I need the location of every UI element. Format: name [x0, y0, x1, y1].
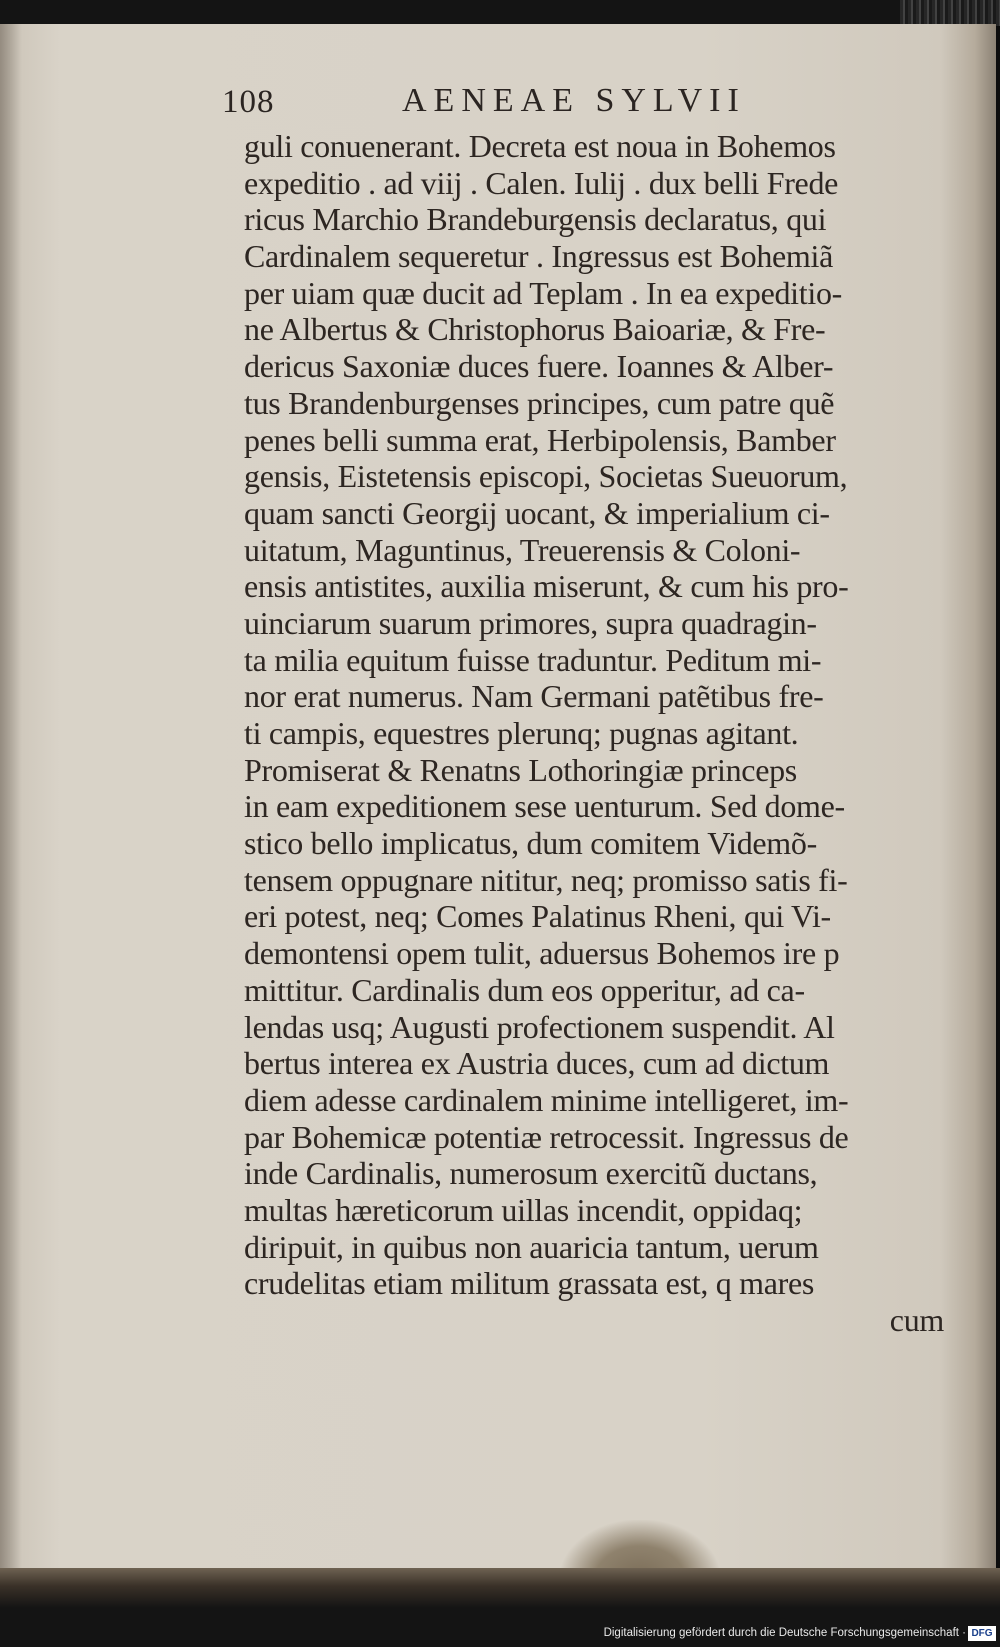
body-text: [244, 128, 944, 1339]
text-line: crudelitas etiam militum grassata est, q mares: [244, 1265, 815, 1302]
text-line: guli conuenerant. Decreta est noua in Bohemos: [244, 128, 836, 164]
text-line: eri potest, neq; Comes Palatinus Rheni, qui Vi-: [244, 898, 831, 935]
digitization-credit: Digitalisierung gefördert durch die Deutsche Forschungsgemeinschaft ·: [603, 1627, 966, 1639]
text-line: demontensi opem tulit, aduersus Bohemos ire p: [244, 935, 840, 972]
text-line: bertus interea ex Austria duces, cum ad dictum: [244, 1045, 830, 1082]
text-line: inde Cardinalis, numerosum exercitũ ductans,: [244, 1155, 818, 1192]
text-line: stico bello implicatus, dum comitem Videmõ-: [244, 825, 817, 862]
text-line: nor erat numerus. Nam Germani patẽtibus fre-: [244, 678, 824, 715]
running-head: [222, 82, 942, 130]
text-line: ensis antistites, auxilia miserunt, & cum his pro-: [244, 568, 849, 605]
text-line: diem adesse cardinalem minime intelligeret, im-: [244, 1081, 849, 1118]
text-line: expeditio . ad viij . Calen. Iulij . dux belli Frede: [244, 164, 839, 201]
text-line: quam sancti Georgij uocant, & imperialium ci-: [244, 494, 830, 531]
dfg-logo: DFG: [968, 1626, 996, 1641]
text-line: gensis, Eistetensis episcopi, Societas Sueuorum,: [244, 458, 848, 495]
text-line: mittitur. Cardinalis dum eos opperitur, ad ca-: [244, 971, 805, 1008]
text-line: per uiam quæ ducit ad Teplam . In ea expeditio-: [244, 274, 842, 311]
book-edge-ornament: [900, 0, 1000, 26]
gutter-shadow: [0, 24, 22, 1594]
text-line: diripuit, in quibus non auaricia tantum, uerum: [244, 1228, 819, 1265]
text-line: ta milia equitum fuisse traduntur. Peditum mi-: [244, 641, 822, 678]
text-line: ne Albertus & Christophorus Baioariæ, & Fre-: [244, 311, 826, 348]
text-line: penes belli summa erat, Herbipolensis, Bamber: [244, 421, 836, 458]
text-line: ti campis, equestres plerunq; pugnas agitant.: [244, 715, 799, 751]
text-line: lendas usq; Augusti profectionem suspendit. Al: [244, 1008, 835, 1045]
text-line: Promiserat & Renatns Lothoringiæ princeps: [244, 751, 797, 788]
text-line: in eam expeditionem sese uenturum. Sed dome-: [244, 788, 845, 825]
text-line: uitatum, Maguntinus, Treuerensis & Coloni-: [244, 531, 801, 568]
page-number: 108: [222, 84, 275, 120]
text-line: tensem oppugnare nititur, neq; promisso satis fi-: [244, 861, 848, 898]
running-title: AENEAE SYLVII: [402, 82, 746, 119]
text-line: ricus Marchio Brandeburgensis declaratus, qui: [244, 201, 827, 238]
text-line: dericus Saxoniæ duces fuere. Ioannes & Alber-: [244, 348, 834, 385]
text-line: uinciarum suarum primores, supra quadragin-: [244, 604, 817, 641]
text-line: par Bohemicæ potentiæ retrocessit. Ingressus de: [244, 1118, 849, 1155]
text-line: tus Brandenburgenses principes, cum patre quẽ: [244, 384, 835, 421]
text-line: Cardinalem sequeretur . Ingressus est Bohemiã: [244, 238, 834, 275]
catchword: cum: [889, 1302, 944, 1338]
text-line: multas hæreticorum uillas incendit, oppidaq;: [244, 1191, 803, 1228]
page-bottom-edge: [0, 1568, 1000, 1608]
